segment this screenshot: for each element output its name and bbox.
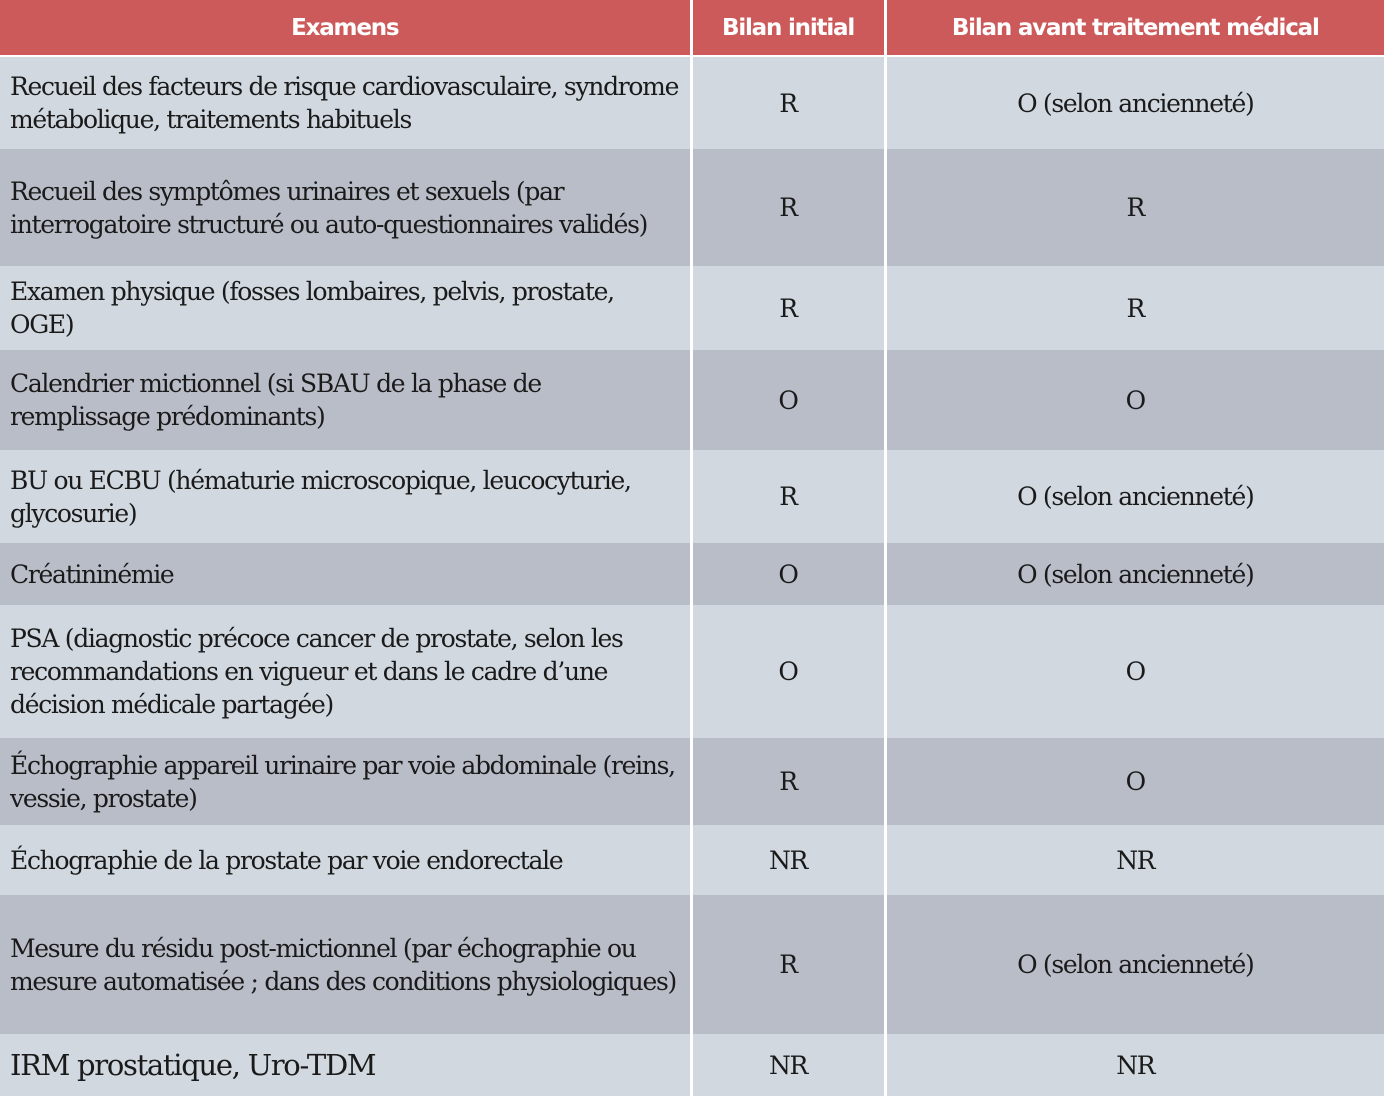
table-row: [0, 605, 1384, 738]
bilan-initial-cell: R: [691, 266, 885, 350]
exam-cell: PSA (diagnostic précoce cancer de prostate, selon les recommandations en vigueur et dans le cadre d’une décision médicale partagée): [0, 605, 691, 738]
bilan-avant-cell: O (selon ancienneté): [885, 450, 1384, 543]
bilan-initial-cell: NR: [691, 1034, 885, 1096]
exam-cell: BU ou ECBU (hématurie microscopique, leucocyturie, glycosurie): [0, 450, 691, 543]
exam-cell: Examen physique (fosses lombaires, pelvis, prostate, OGE): [0, 266, 691, 350]
table-row: [0, 56, 1384, 149]
bilan-initial-cell: R: [691, 450, 885, 543]
table-row: [0, 738, 1384, 825]
bilan-avant-cell: NR: [885, 825, 1384, 895]
header-examens: Examens: [0, 0, 691, 56]
table-row: [0, 149, 1384, 266]
bilan-avant-cell: O (selon ancienneté): [885, 543, 1384, 605]
bilan-avant-cell: R: [885, 149, 1384, 266]
bilan-avant-cell: O: [885, 605, 1384, 738]
table-row: [0, 350, 1384, 450]
bilan-initial-cell: O: [691, 605, 885, 738]
bilan-avant-cell: NR: [885, 1034, 1384, 1096]
bilan-initial-cell: R: [691, 56, 885, 149]
exam-cell: Recueil des facteurs de risque cardiovasculaire, syndrome métabolique, traitements habituels: [0, 56, 691, 149]
table-row: [0, 450, 1384, 543]
exam-cell: Calendrier mictionnel (si SBAU de la phase de remplissage prédominants): [0, 350, 691, 450]
table-row: [0, 825, 1384, 895]
header-bilan-initial: Bilan initial: [691, 0, 885, 56]
bilan-avant-cell: O: [885, 350, 1384, 450]
bilan-initial-cell: R: [691, 738, 885, 825]
table-header-row: [0, 0, 1384, 56]
bilan-avant-cell: R: [885, 266, 1384, 350]
table-row: [0, 543, 1384, 605]
bilan-initial-cell: O: [691, 543, 885, 605]
bilan-initial-cell: R: [691, 149, 885, 266]
exam-cell: Échographie de la prostate par voie endorectale: [0, 825, 691, 895]
bilan-initial-cell: NR: [691, 825, 885, 895]
bilan-avant-cell: O (selon ancienneté): [885, 895, 1384, 1034]
bilan-initial-cell: O: [691, 350, 885, 450]
exam-cell: Créatininémie: [0, 543, 691, 605]
table-row: [0, 895, 1384, 1034]
exam-cell: Échographie appareil urinaire par voie abdominale (reins, vessie, prostate): [0, 738, 691, 825]
bilan-avant-cell: O: [885, 738, 1384, 825]
bilan-avant-cell: O (selon ancienneté): [885, 56, 1384, 149]
exam-cell: Mesure du résidu post-mictionnel (par échographie ou mesure automatisée ; dans des conditions physiologiques): [0, 895, 691, 1034]
table-row: [0, 1034, 1384, 1096]
bilan-initial-cell: R: [691, 895, 885, 1034]
exam-cell: IRM prostatique, Uro-TDM: [0, 1034, 691, 1096]
table-row: [0, 266, 1384, 350]
header-bilan-avant-traitement: Bilan avant traitement médical: [885, 0, 1384, 56]
exam-cell: Recueil des symptômes urinaires et sexuels (par interrogatoire structuré ou auto-questionnaires validés): [0, 149, 691, 266]
